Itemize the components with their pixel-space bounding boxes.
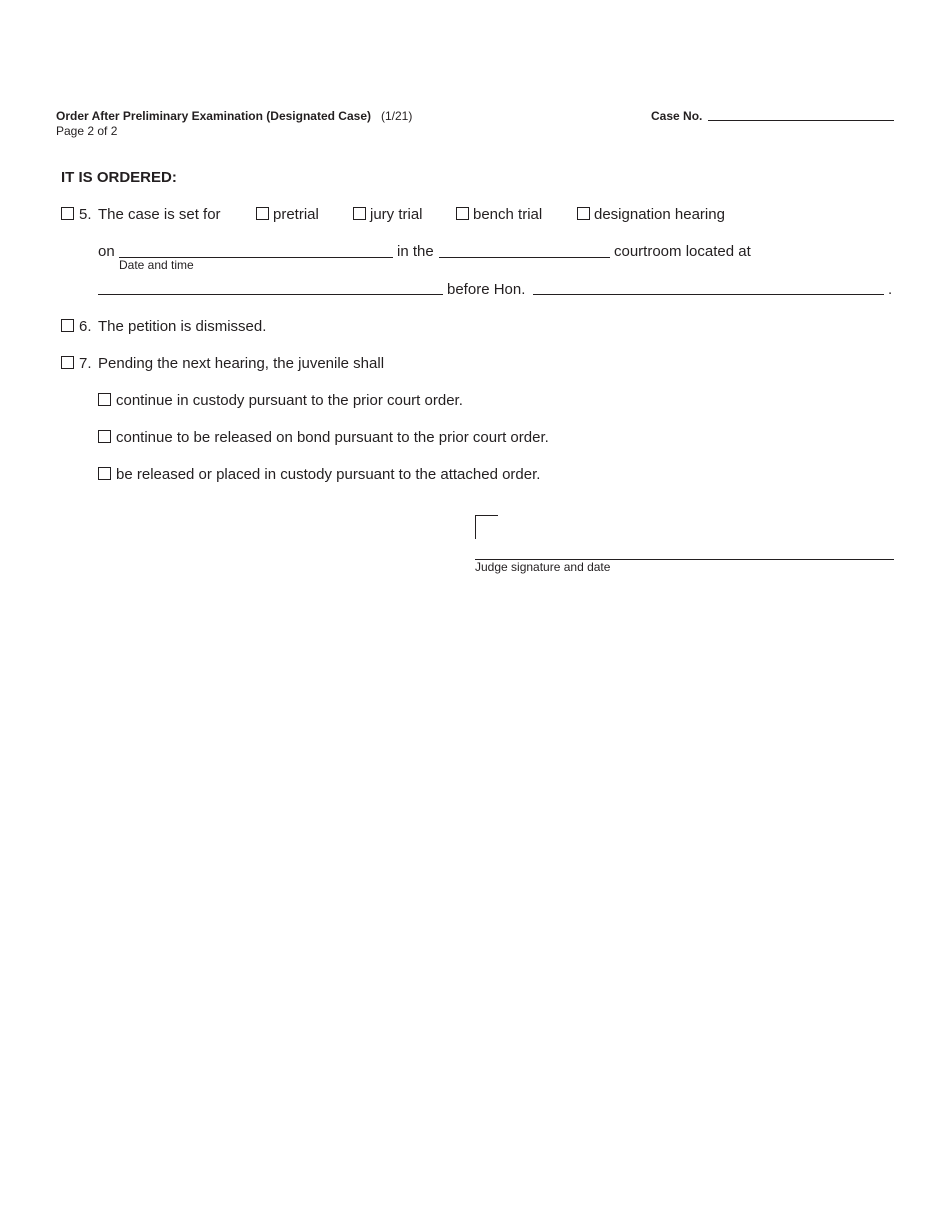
period: . — [888, 281, 893, 298]
ordered-heading: IT IS ORDERED: — [61, 169, 177, 186]
on-label: on — [98, 243, 115, 260]
designation-hearing-checkbox[interactable] — [577, 207, 590, 220]
signature-corner-mark — [475, 515, 498, 539]
item7-number: 7. — [79, 355, 92, 372]
bench-trial-label: bench trial — [473, 206, 543, 223]
jury-trial-checkbox[interactable] — [353, 207, 366, 220]
in-the-label: in the — [397, 243, 434, 260]
judge-signature-caption: Judge signature and date — [475, 560, 611, 574]
form-title-text: Order After Preliminary Examination (Designated Case) — [56, 109, 371, 123]
pretrial-label: pretrial — [273, 206, 319, 223]
case-no-field[interactable] — [708, 120, 894, 121]
item5-checkbox[interactable] — [61, 207, 74, 220]
before-hon-label: before Hon. — [447, 281, 526, 298]
item6-number: 6. — [79, 318, 92, 335]
released-custody-checkbox[interactable] — [98, 467, 111, 480]
form-revision: (1/21) — [380, 109, 413, 123]
item6-checkbox[interactable] — [61, 319, 74, 332]
courtroom-field[interactable] — [439, 257, 610, 258]
form-title — [56, 109, 412, 123]
pretrial-checkbox[interactable] — [256, 207, 269, 220]
location-field[interactable] — [98, 294, 443, 295]
continue-bond-checkbox[interactable] — [98, 430, 111, 443]
designation-hearing-label: designation hearing — [594, 206, 725, 223]
continue-custody-checkbox[interactable] — [98, 393, 111, 406]
date-time-caption: Date and time — [119, 258, 194, 272]
jury-trial-label: jury trial — [370, 206, 423, 223]
continue-bond-label: continue to be released on bond pursuant to the prior court order. — [116, 429, 549, 446]
courtroom-label: courtroom located at — [614, 243, 751, 260]
item5-number: 5. — [79, 206, 92, 223]
page-number: Page 2 of 2 — [56, 124, 118, 138]
continue-custody-label: continue in custody pursuant to the prior court order. — [116, 392, 463, 409]
bench-trial-checkbox[interactable] — [456, 207, 469, 220]
item5-text: The case is set for — [98, 206, 221, 223]
item7-text: Pending the next hearing, the juvenile shall — [98, 355, 385, 372]
item7-checkbox[interactable] — [61, 356, 74, 369]
judge-name-field[interactable] — [533, 294, 884, 295]
case-no-label: Case No. — [651, 109, 703, 123]
item6-text: The petition is dismissed. — [98, 318, 267, 335]
released-custody-label: be released or placed in custody pursuant to the attached order. — [116, 466, 541, 483]
